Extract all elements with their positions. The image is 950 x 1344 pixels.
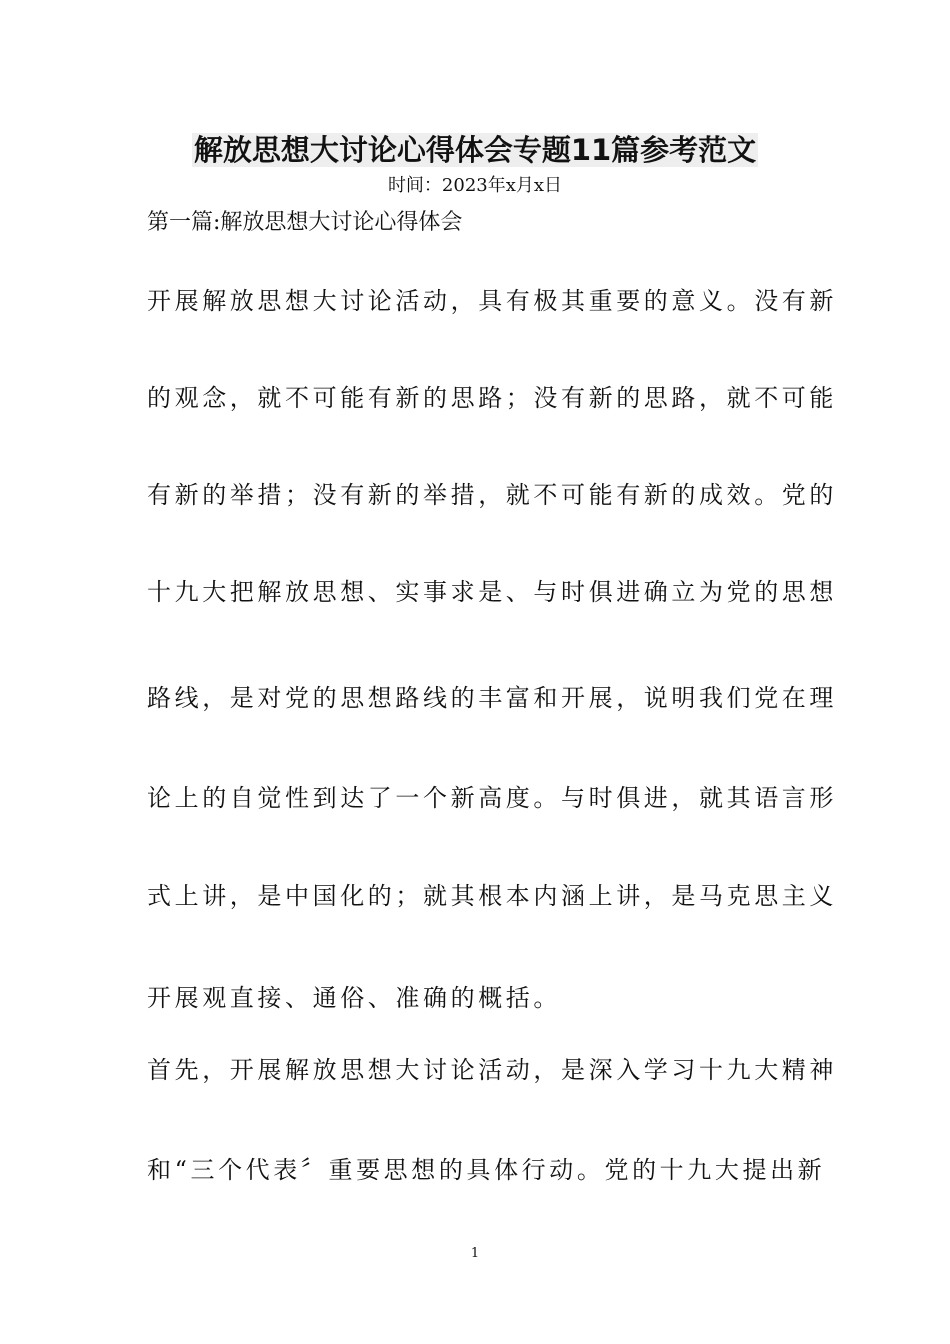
document-title-text: 解放思想大讨论心得体会专题11篇参考范文 — [193, 133, 757, 167]
paragraph-line: 开展观直接、通俗、准确的概括。 — [147, 984, 561, 1012]
document-date: 时间：2023年x月x日 — [387, 175, 563, 196]
paragraph-line: 有新的举措；没有新的举措，就不可能有新的成效。党的 — [147, 481, 837, 509]
section-heading: 第一篇:解放思想大讨论心得体会 — [147, 210, 463, 235]
paragraph-line: 开展解放思想大讨论活动，具有极其重要的意义。没有新 — [147, 287, 837, 315]
document-title — [0, 130, 950, 170]
paragraph-line: 十九大把解放思想、实事求是、与时俱进确立为党的思想 — [147, 578, 837, 606]
paragraph-line: 论上的自觉性到达了一个新高度。与时俱进，就其语言形 — [147, 784, 837, 812]
paragraph-line: 和“三个代表〞重要思想的具体行动。党的十九大提出新 — [147, 1156, 826, 1184]
paragraph-line: 的观念，就不可能有新的思路；没有新的思路，就不可能 — [147, 384, 837, 412]
page-number: 1 — [470, 1246, 480, 1261]
paragraph-line: 首先，开展解放思想大讨论活动，是深入学习十九大精神 — [147, 1056, 837, 1084]
paragraph-line: 路线，是对党的思想路线的丰富和开展，说明我们党在理 — [147, 684, 837, 712]
paragraph-line: 式上讲，是中国化的；就其根本内涵上讲，是马克思主义 — [147, 882, 837, 910]
